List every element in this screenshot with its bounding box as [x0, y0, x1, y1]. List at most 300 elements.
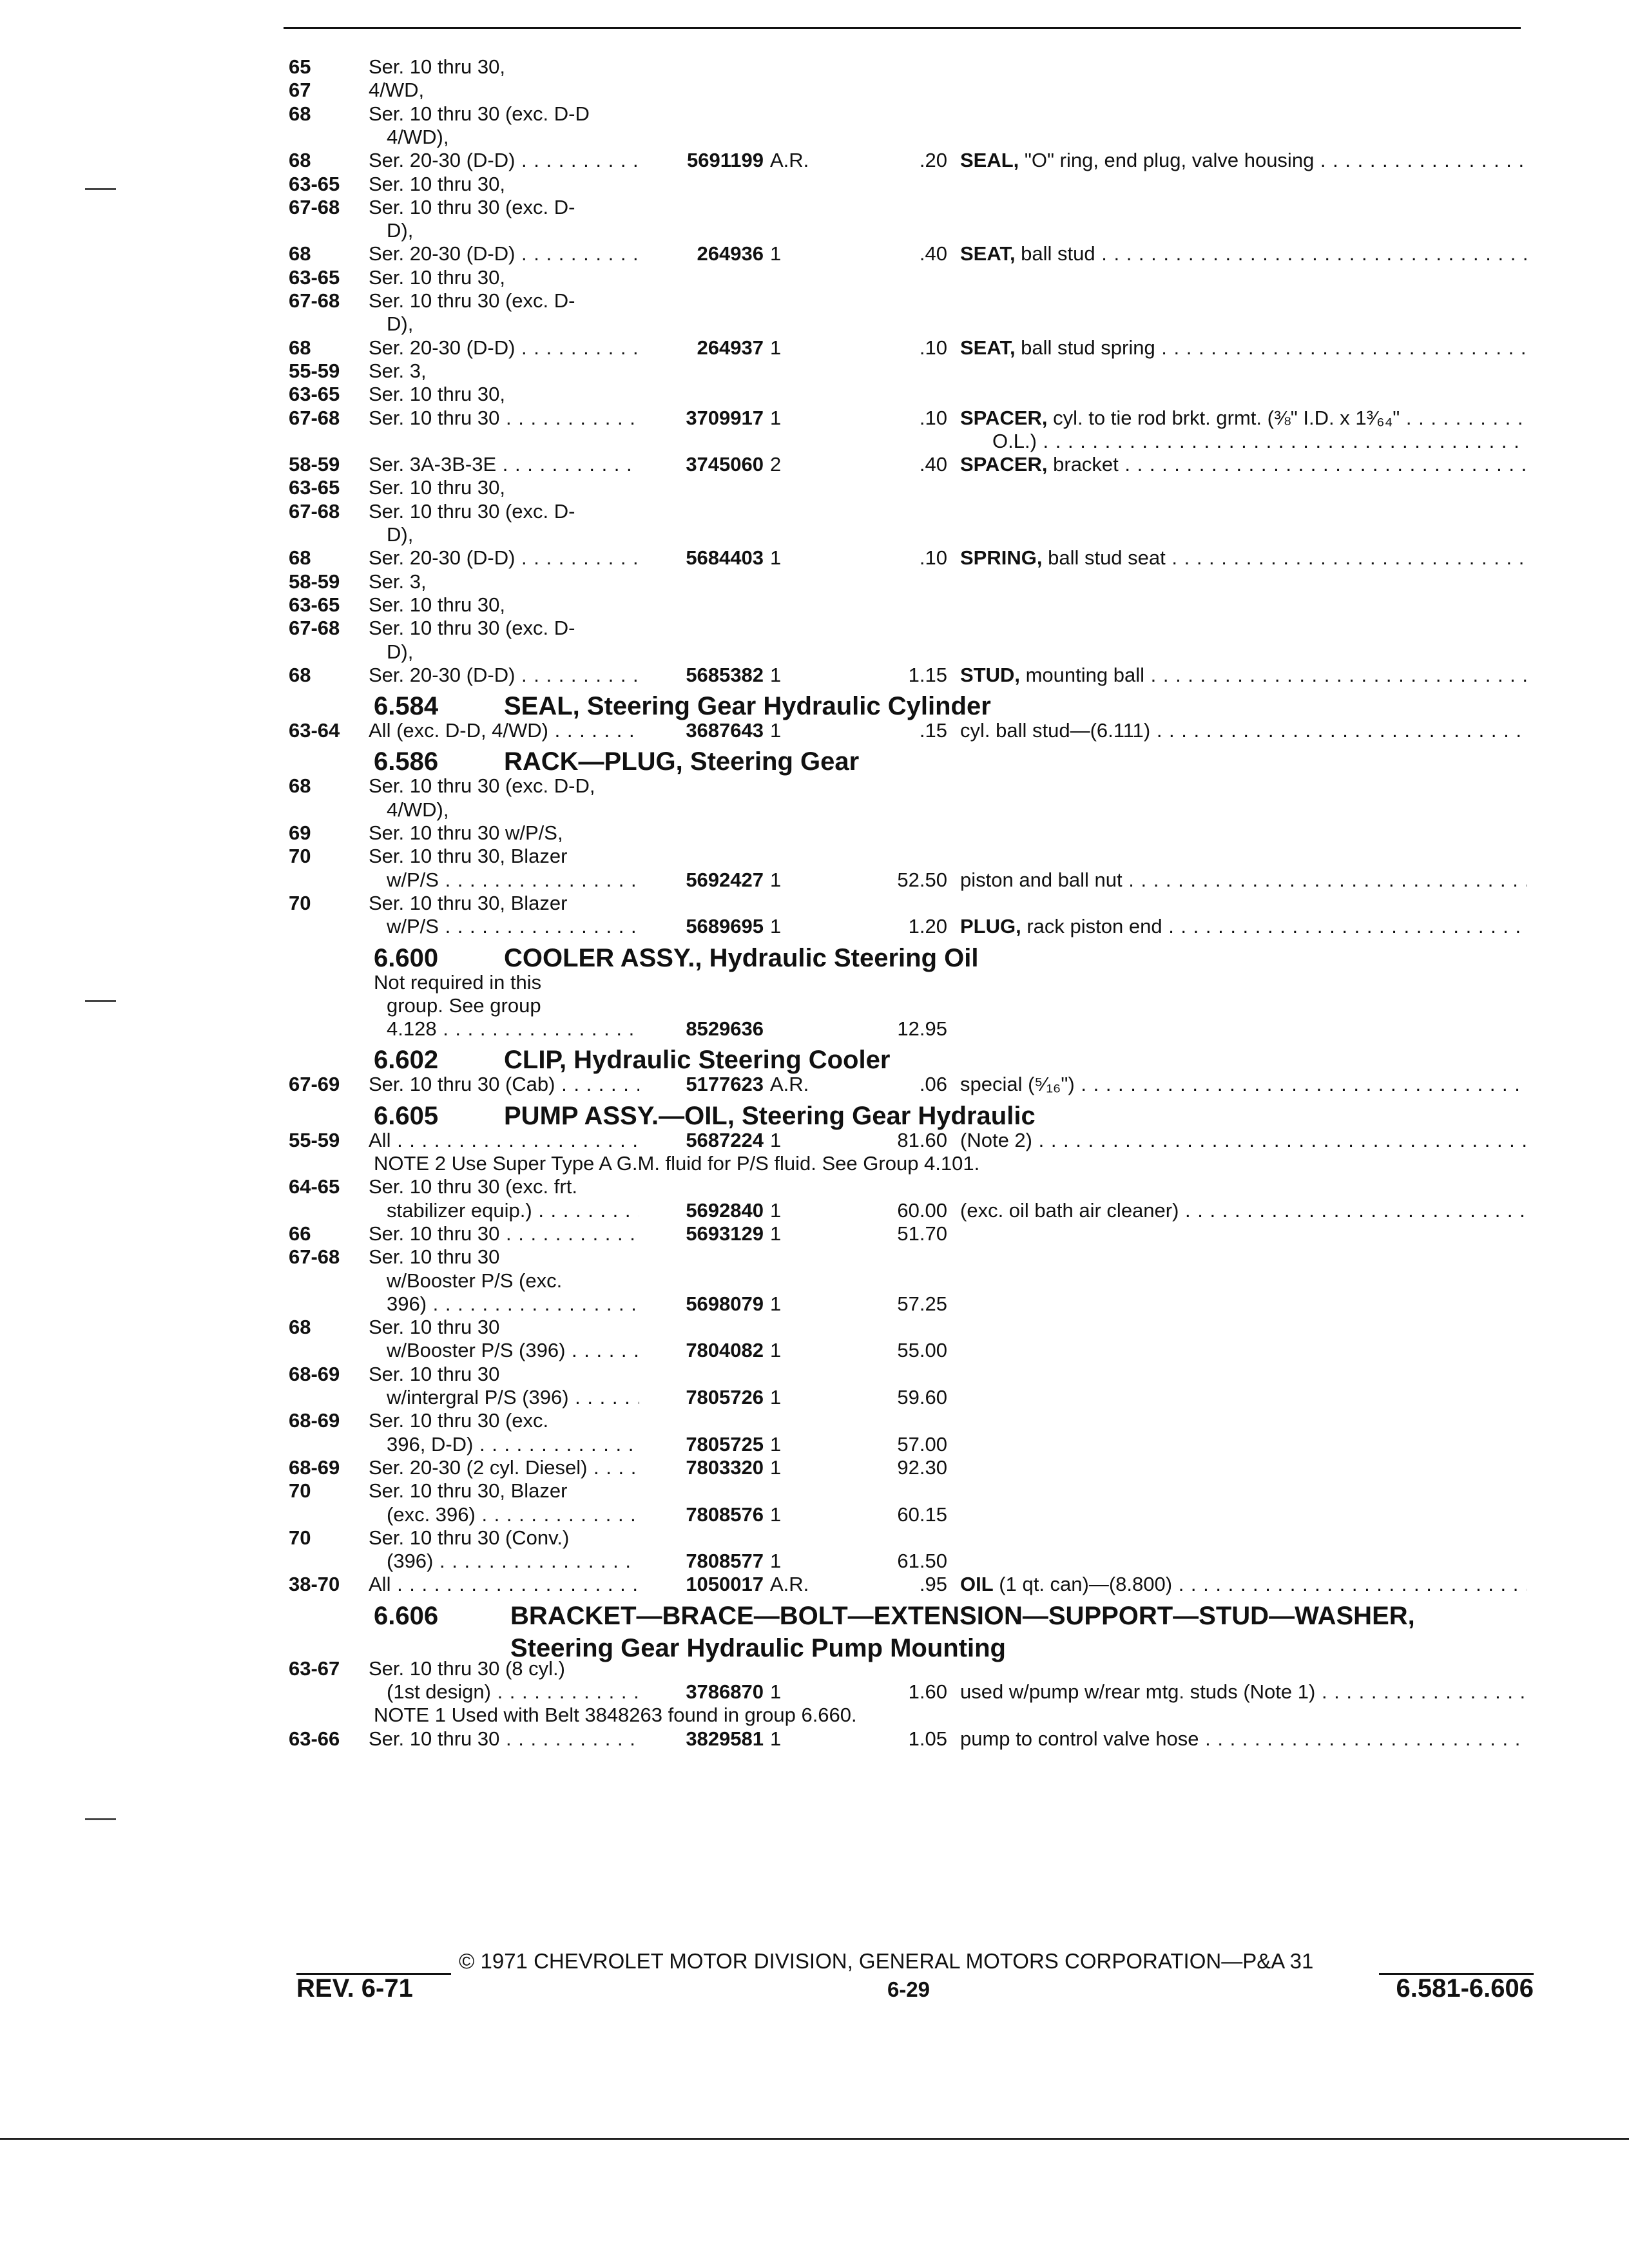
application: Ser. 10 thru 30 . . . — [369, 1222, 639, 1245]
model-years: 68 — [289, 102, 311, 125]
part-row — [0, 219, 1629, 242]
model-years: 67-68 — [289, 195, 340, 218]
application-continued: D), — [387, 523, 414, 546]
section-title: SEAL, Steering Gear Hydraulic Cylinder — [504, 692, 991, 721]
part-name — [960, 149, 1527, 172]
part-row — [0, 383, 1629, 406]
part-noun: SPACER, — [960, 406, 1048, 429]
section-heading — [0, 943, 1629, 974]
part-row — [0, 55, 1629, 79]
part-row — [0, 1550, 1629, 1573]
section-title: Steering Gear Hydraulic Pump Mounting — [510, 1633, 1006, 1662]
application-continued: 4/WD), — [387, 125, 449, 148]
application: Ser. 10 thru 30, — [369, 476, 505, 499]
part-row — [0, 1199, 1629, 1222]
part-row — [0, 1175, 1629, 1198]
application: Ser. 10 thru 30 — [369, 1316, 500, 1339]
part-detail: bracket — [1047, 453, 1119, 476]
model-years: 68 — [289, 149, 311, 172]
quantity: 1 — [770, 1727, 782, 1750]
model-years: 63-65 — [289, 383, 340, 406]
part-detail: ball stud — [1015, 242, 1095, 265]
part-row — [0, 1316, 1629, 1339]
application: Ser. 10 thru 30, Blazer — [369, 1479, 568, 1503]
list-price: 12.95 — [897, 1017, 947, 1041]
application-continued: (396) . . . — [387, 1550, 639, 1573]
part-name — [960, 453, 1527, 476]
part-row — [0, 360, 1629, 383]
quantity: 1 — [770, 1456, 782, 1479]
part-number: 5684403 — [686, 546, 764, 570]
part-number: 3687643 — [686, 719, 764, 742]
application-continued: (1st design) . . . — [387, 1680, 639, 1704]
quantity: 1 — [770, 242, 782, 265]
part-detail: mounting ball — [1020, 663, 1145, 686]
part-row — [0, 242, 1629, 265]
list-price: 61.50 — [897, 1550, 947, 1573]
section-title: PUMP ASSY.—OIL, Steering Gear Hydraulic — [504, 1101, 1036, 1130]
part-row — [0, 1503, 1629, 1526]
model-years: 63-67 — [289, 1657, 340, 1680]
list-price: 55.00 — [897, 1339, 947, 1362]
part-name — [960, 407, 1527, 430]
model-years: 68 — [289, 242, 311, 265]
quantity: 1 — [770, 406, 782, 429]
part-noun: SPRING, — [960, 546, 1043, 570]
part-detail: special (⁵⁄₁₆") — [960, 1073, 1075, 1096]
application-continued: w/P/S . . . — [387, 869, 639, 892]
part-row — [0, 149, 1629, 172]
application: Ser. 10 thru 30 (Conv.) — [369, 1526, 570, 1549]
application: Ser. 10 thru 30 . . . — [369, 1727, 639, 1751]
part-row — [0, 915, 1629, 938]
quantity: 1 — [770, 1432, 782, 1456]
model-years: 58-59 — [289, 570, 340, 593]
model-years: 70 — [289, 1526, 311, 1549]
model-years: 68 — [289, 546, 311, 570]
part-name — [960, 1727, 1527, 1751]
quantity: 1 — [770, 868, 782, 891]
list-price: 51.70 — [897, 1222, 947, 1245]
part-row — [0, 1293, 1629, 1316]
copyright-line: © 1971 CHEVROLET MOTOR DIVISION, GENERAL MOTORS CORPORATION—P&A 31 — [459, 1949, 1314, 1973]
list-price: 81.60 — [897, 1128, 947, 1151]
model-years: 67-68 — [289, 1245, 340, 1269]
application: All . . . — [369, 1129, 639, 1152]
list-price: 60.00 — [897, 1198, 947, 1222]
revision-label: REV. 6-71 — [296, 1974, 413, 2003]
part-row — [0, 1657, 1629, 1680]
model-years: 67 — [289, 79, 311, 102]
model-years: 68 — [289, 336, 311, 359]
application: Ser. 20-30 (D-D) . . . — [369, 242, 639, 265]
section-number: 6.606 — [374, 1601, 439, 1630]
model-years: 63-65 — [289, 476, 340, 499]
part-number: 1050017 — [686, 1573, 764, 1596]
quantity: 1 — [770, 1128, 782, 1151]
model-years: 68 — [289, 1316, 311, 1339]
application: Ser. 10 thru 30 (exc. D- — [369, 289, 575, 312]
part-row — [0, 822, 1629, 845]
part-row — [0, 546, 1629, 570]
model-years: 68 — [289, 663, 311, 686]
part-detail: ball stud spring — [1015, 336, 1155, 359]
part-row — [0, 798, 1629, 822]
model-years: 70 — [289, 1479, 311, 1503]
quantity: A.R. — [770, 149, 809, 172]
part-detail: used w/pump w/rear mtg. studs (Note 1) — [960, 1680, 1316, 1703]
application: Ser. 3, — [369, 359, 427, 382]
model-years: 55-59 — [289, 359, 340, 382]
section-heading — [0, 1100, 1629, 1131]
application: Ser. 10 thru 30, Blazer — [369, 845, 568, 868]
part-row — [0, 289, 1629, 312]
quantity: A.R. — [770, 1573, 809, 1596]
part-row — [0, 845, 1629, 868]
application: Ser. 10 thru 30, Blazer — [369, 891, 568, 914]
part-noun: SPACER, — [960, 453, 1048, 476]
part-row — [0, 593, 1629, 617]
part-row — [0, 1222, 1629, 1245]
part-number: 7808577 — [686, 1550, 764, 1573]
application: Ser. 10 thru 30, — [369, 265, 505, 289]
part-row — [0, 1573, 1629, 1596]
application-continued: stabilizer equip.) . . . — [387, 1199, 639, 1222]
part-number: 5693129 — [686, 1222, 764, 1245]
part-number: 3709917 — [686, 406, 764, 429]
application: Ser. 10 thru 30 — [369, 1362, 500, 1385]
part-number: 5177623 — [686, 1073, 764, 1096]
bottom-rule — [0, 2138, 1629, 2140]
part-row — [0, 430, 1629, 453]
part-number: 264936 — [697, 242, 764, 265]
note-text: NOTE 1 Used with Belt 3848263 found in group 6.660. — [374, 1704, 857, 1727]
model-years: 58-59 — [289, 453, 340, 476]
application: Ser. 20-30 (D-D) . . . — [369, 546, 639, 570]
part-noun: STUD, — [960, 663, 1020, 686]
application: All . . . — [369, 1573, 639, 1596]
part-detail: ball stud seat — [1042, 546, 1166, 570]
section-heading — [0, 1044, 1629, 1075]
part-noun: PLUG, — [960, 915, 1021, 938]
part-row — [0, 892, 1629, 915]
part-row — [0, 994, 1629, 1017]
part-noun: SEAT, — [960, 242, 1016, 265]
part-row — [0, 869, 1629, 892]
part-number: 7805726 — [686, 1386, 764, 1408]
application: All (exc. D-D, 4/WD) . . . — [369, 719, 639, 742]
application: Ser. 3A-3B-3E . . . — [369, 453, 639, 476]
list-price: .20 — [919, 149, 947, 172]
part-row — [0, 1526, 1629, 1550]
part-number: 7808576 — [686, 1503, 764, 1526]
model-years: 70 — [289, 845, 311, 868]
application: Ser. 10 thru 30 (exc. frt. — [369, 1175, 577, 1198]
part-name — [960, 1680, 1527, 1704]
list-price: 1.15 — [908, 663, 947, 686]
model-years: 38-70 — [289, 1573, 340, 1596]
part-detail: (1 qt. can)—(8.800) — [993, 1573, 1173, 1596]
part-name-continued: O.L.) . . . — [992, 430, 1527, 453]
part-name — [960, 719, 1527, 742]
part-row — [0, 1245, 1629, 1269]
model-years: 65 — [289, 55, 311, 78]
part-name — [960, 869, 1527, 892]
quantity: 1 — [770, 1680, 782, 1703]
part-number: 3829581 — [686, 1727, 764, 1750]
application: Ser. 20-30 (D-D) . . . — [369, 664, 639, 687]
application-continued: w/intergral P/S (396) . . . — [387, 1386, 639, 1409]
application: Ser. 10 thru 30 (exc. D-D — [369, 102, 590, 125]
part-number: 5692840 — [686, 1198, 764, 1222]
section-title: COOLER ASSY., Hydraulic Steering Oil — [504, 943, 979, 972]
part-row — [0, 407, 1629, 430]
model-years: 68-69 — [289, 1409, 340, 1432]
part-row — [0, 664, 1629, 687]
application: 4/WD, — [369, 79, 425, 102]
part-detail: "O" ring, end plug, valve housing — [1019, 149, 1315, 172]
list-price: .06 — [919, 1073, 947, 1096]
part-name — [960, 1129, 1527, 1152]
part-number: 5691199 — [687, 149, 764, 172]
section-heading — [0, 1600, 1629, 1631]
application: Ser. 3, — [369, 570, 427, 593]
quantity: 1 — [770, 1339, 782, 1362]
application: Ser. 10 thru 30 (8 cyl.) — [369, 1657, 565, 1680]
model-years: 63-65 — [289, 172, 340, 195]
part-row — [0, 640, 1629, 664]
list-price: 60.15 — [897, 1503, 947, 1526]
section-title: BRACKET—BRACE—BOLT—EXTENSION—SUPPORT—STUD—WASHER, — [510, 1601, 1415, 1630]
part-number: 8529636 — [686, 1017, 764, 1041]
part-number: 264937 — [697, 336, 764, 359]
part-row — [0, 312, 1629, 336]
quantity: 1 — [770, 1503, 782, 1526]
section-number: 6.584 — [374, 692, 439, 721]
quantity: 1 — [770, 546, 782, 570]
model-years: 64-65 — [289, 1175, 340, 1198]
application-continued: D), — [387, 312, 414, 336]
application: Ser. 10 thru 30 (exc. D- — [369, 617, 575, 640]
part-detail: (Note 2) — [960, 1128, 1032, 1151]
part-name — [960, 1199, 1527, 1222]
model-years: 67-68 — [289, 289, 340, 312]
part-row — [0, 523, 1629, 546]
part-detail: pump to control valve hose — [960, 1727, 1199, 1750]
application: Ser. 10 thru 30, — [369, 593, 505, 616]
application: Ser. 10 thru 30 (Cab) . . . — [369, 1073, 639, 1096]
part-row — [0, 1129, 1629, 1152]
list-price: 1.05 — [908, 1727, 947, 1750]
model-years: 63-65 — [289, 265, 340, 289]
part-number: 3745060 — [686, 453, 764, 476]
section-heading — [0, 746, 1629, 777]
list-price: .15 — [919, 719, 947, 742]
part-row — [0, 617, 1629, 640]
model-years: 66 — [289, 1222, 311, 1245]
application-continued: 396) . . . — [387, 1293, 639, 1316]
application: Ser. 10 thru 30 (exc. — [369, 1409, 549, 1432]
list-price: 57.00 — [897, 1432, 947, 1456]
part-detail: rack piston end — [1021, 915, 1162, 938]
part-detail: piston and ball nut — [960, 868, 1123, 891]
part-row — [0, 774, 1629, 798]
part-name — [960, 1073, 1527, 1096]
model-years: 67-68 — [289, 617, 340, 640]
list-price: 59.60 — [897, 1386, 947, 1408]
quantity: 1 — [770, 1198, 782, 1222]
part-name — [960, 915, 1527, 938]
part-row — [0, 453, 1629, 476]
part-detail: cyl. ball stud—(6.111) — [960, 719, 1151, 742]
section-title: RACK—PLUG, Steering Gear — [504, 747, 860, 776]
application: Ser. 10 thru 30 (exc. D-D, — [369, 774, 595, 798]
section-number: 6.605 — [374, 1101, 439, 1130]
quantity: 1 — [770, 1222, 782, 1245]
quantity: 1 — [770, 719, 782, 742]
model-years: 63-66 — [289, 1727, 340, 1750]
application: Ser. 20-30 (D-D) . . . — [369, 149, 639, 172]
part-detail: (exc. oil bath air cleaner) — [960, 1198, 1179, 1222]
application-continued: 4.128 . . . — [387, 1017, 639, 1041]
part-name — [960, 546, 1527, 570]
list-price: .40 — [919, 242, 947, 265]
application: Ser. 20-30 (D-D) . . . — [369, 336, 639, 360]
part-row — [0, 196, 1629, 219]
part-row — [0, 570, 1629, 593]
list-price: 92.30 — [897, 1456, 947, 1479]
application-continued: w/Booster P/S (exc. — [387, 1269, 563, 1292]
quantity: 1 — [770, 1386, 782, 1408]
application-continued: (exc. 396) . . . — [387, 1503, 639, 1526]
section-number: 6.600 — [374, 943, 439, 972]
application-continued: D), — [387, 219, 414, 242]
application-continued: w/Booster P/S (396) . . . — [387, 1339, 639, 1362]
quantity: 2 — [770, 453, 782, 476]
application: Ser. 10 thru 30 — [369, 1245, 500, 1269]
list-price: .40 — [919, 453, 947, 476]
part-number: 5685382 — [686, 663, 764, 686]
part-noun: SEAT, — [960, 336, 1016, 359]
model-years: 68-69 — [289, 1456, 340, 1479]
part-row — [0, 1456, 1629, 1479]
part-noun: OIL — [960, 1573, 994, 1596]
part-number: 5698079 — [686, 1292, 764, 1315]
part-number: 5692427 — [686, 868, 764, 891]
application-continued: 4/WD), — [387, 798, 449, 821]
part-row — [0, 971, 1629, 994]
model-years: 63-65 — [289, 593, 340, 616]
quantity: 1 — [770, 663, 782, 686]
part-row — [0, 266, 1629, 289]
note-text: Not required in this — [374, 970, 542, 994]
quantity: 1 — [770, 1292, 782, 1315]
part-detail: cyl. to tie rod brkt. grmt. (⅜" I.D. x 1³⁄₆₄" — [1047, 406, 1400, 429]
part-noun: SEAL, — [960, 149, 1019, 172]
part-row — [0, 476, 1629, 499]
list-price: 1.20 — [908, 915, 947, 938]
section-heading — [0, 691, 1629, 722]
part-row — [0, 79, 1629, 102]
application: Ser. 20-30 (2 cyl. Diesel) . . . — [369, 1456, 639, 1479]
part-row — [0, 336, 1629, 360]
model-years: 63-64 — [289, 719, 340, 742]
part-row — [0, 1680, 1629, 1704]
application-continued: group. See group — [387, 994, 541, 1017]
model-years: 67-68 — [289, 406, 340, 429]
list-price: .10 — [919, 546, 947, 570]
application: Ser. 10 thru 30, — [369, 383, 505, 406]
part-row — [0, 1479, 1629, 1503]
model-years: 69 — [289, 822, 311, 844]
list-price: .95 — [919, 1573, 947, 1596]
model-years: 70 — [289, 891, 311, 914]
model-years: 68 — [289, 774, 311, 798]
part-number: 7803320 — [686, 1456, 764, 1479]
application: Ser. 10 thru 30 w/P/S, — [369, 822, 563, 844]
part-row — [0, 1704, 1629, 1727]
section-number: 6.602 — [374, 1046, 439, 1075]
note-text: NOTE 2 Use Super Type A G.M. fluid for P/S fluid. See Group 4.101. — [374, 1152, 980, 1175]
application-continued: D), — [387, 640, 414, 663]
part-row — [0, 1409, 1629, 1432]
quantity: 1 — [770, 336, 782, 359]
list-price: .10 — [919, 406, 947, 429]
section-number: 6.586 — [374, 747, 439, 776]
part-row — [0, 1017, 1629, 1041]
part-row — [0, 500, 1629, 523]
part-row — [0, 1073, 1629, 1096]
part-row — [0, 1433, 1629, 1456]
list-price: 52.50 — [897, 868, 947, 891]
application-continued: 396, D-D) . . . — [387, 1433, 639, 1456]
part-name — [960, 1573, 1527, 1596]
part-row — [0, 1363, 1629, 1386]
model-years: 67-69 — [289, 1073, 340, 1096]
part-number: 5689695 — [686, 915, 764, 938]
part-row — [0, 173, 1629, 196]
part-number: 3786870 — [686, 1680, 764, 1703]
part-row — [0, 1269, 1629, 1293]
model-years: 55-59 — [289, 1128, 340, 1151]
section-title: CLIP, Hydraulic Steering Cooler — [504, 1046, 891, 1075]
part-row — [0, 126, 1629, 149]
part-row — [0, 719, 1629, 742]
part-row — [0, 1727, 1629, 1751]
part-number: 5687224 — [686, 1128, 764, 1151]
application: Ser. 10 thru 30, — [369, 172, 505, 195]
group-range: 6.581-6.606 — [1396, 1974, 1534, 2003]
model-years: 67-68 — [289, 499, 340, 523]
application-continued: w/P/S . . . — [387, 915, 639, 938]
part-row — [0, 1152, 1629, 1175]
part-name — [960, 242, 1527, 265]
list-price: 1.60 — [908, 1680, 947, 1703]
part-name — [960, 664, 1527, 687]
application: Ser. 10 thru 30 . . . — [369, 407, 639, 430]
part-row — [0, 1339, 1629, 1362]
part-row — [0, 1386, 1629, 1409]
part-row — [0, 102, 1629, 126]
part-number: 7805725 — [686, 1432, 764, 1456]
application: Ser. 10 thru 30 (exc. D- — [369, 499, 575, 523]
list-price: 57.25 — [897, 1292, 947, 1315]
quantity: 1 — [770, 915, 782, 938]
page-number: 6-29 — [887, 1977, 930, 2001]
model-years: 68-69 — [289, 1362, 340, 1385]
application: Ser. 10 thru 30, — [369, 55, 505, 78]
part-name — [960, 336, 1527, 360]
